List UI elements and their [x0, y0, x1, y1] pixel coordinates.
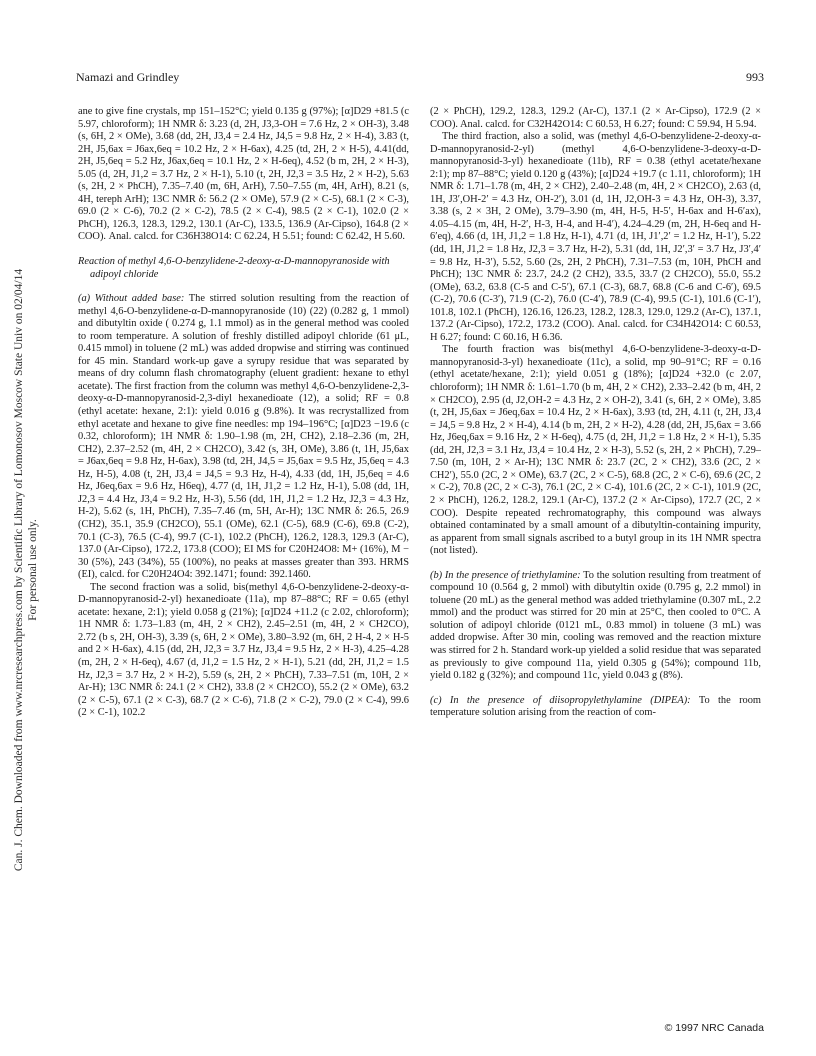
paragraph-dipea [430, 695, 761, 720]
subsection-label-b: (b) In the presence of triethylamine: [430, 569, 581, 581]
paragraph-second-fraction: The second fraction was a solid, bis(methyl 4,6-O-benzylidene-2-deoxy-α-D-mannopyranosid-2-yl) hexanedioate (11a), mp 87–88°C; RF = 0.65 (ethyl acetate: hexane, 2:1); yield 0.058 g (21%); [α]D24 +11.2 (c 2.02, chloroform); 1H NMR δ: 1.73–1.83 (m, 4H, 2 × CH2), 2.45–2.51 (m, 4H, 2 × CH2CO), 2.72 (b s, 2H, OH-3), 3.39 (s, 6H, 2 × OMe), 3.80–3.92 (m, 6H, 2 H-4, 2 × H-5 and 2 × H-6ax), 4.15 (dd, 2H, J2,3 = 3.7 Hz, J3,4 = 9.5 Hz, 2 × H-3), 4.25–4.28 (m, 2H, 2 × H-6eq), 4.67 (d, J1,2 = 1.5 Hz, 2 × H-1), 5.21 (dd, 2H, J1,2 = 1.5 Hz, J2,3 = 3.7 Hz, 2 × H-2), 5.59 (s, 2H, 2 × PhCH), 7.33–7.51 (m, 10H, 2 × Ar-H); 13C NMR δ: 24.1 (2 × CH2), 33.8 (2 × CH2CO), 55.2 (2 × OMe), 63.2 (2 × C-5), 67.1 (2 × C-3), 68.7 (2 × C-6), 71.8 (2 × C-2), 79.0 (2 × C-4), 99.6 (2 × C-1), 102.2 [78, 581, 409, 719]
paragraph-triethylamine [430, 570, 761, 683]
download-watermark [4, 140, 48, 1000]
watermark-line-2: For personal use only. [27, 519, 39, 621]
page-number: 993 [746, 70, 764, 84]
copyright-footer: © 1997 NRC Canada [664, 1022, 764, 1034]
running-header [76, 70, 764, 88]
watermark-line-1: Can. J. Chem. Downloaded from www.nrcresearchpress.com by Scientific Library of Lomonosov Moscow State Univ on 02/04/14 [13, 268, 25, 872]
running-header-authors: Namazi and Grindley [76, 70, 180, 84]
paragraph-without-base-text: The stirred solution resulting from the reaction of methyl 4,6-O-benzylidene-α-D-mannopyranoside (10) (22) (0.282 g, 1 mmol) and dibutyltin oxide ( 0.274 g, 1.1 mmol) as in the general method was cooled to room temperature. A solution of freshly distilled adipoyl chloride (61 μL, 0.415 mmol) in toluene (2 mL) was added dropwise and stirring was continued for 45 min. Standard work-up gave a syrupy residue that was separated by means of dry column flash chromatography (eluent gradient: hexane to ethyl acetate). The first fraction from the column was methyl 4,6-O-benzylidene-2,3-deoxy-α-D-mannopyranosid-2,3-diyl hexanedioate (12), a solid; RF = 0.8 (ethyl acetate: hexane, 2:1): yield 0.016 g (9.8%). It was recrystallized from ethyl acetate and hexane to give fine needles: mp 194–196°C; [α]D23 −19.6 (c 0.32, chloroform); 1H NMR δ: 1.90–1.98 (m, 2H, CH2), 2.18–2.36 (m, 2H, CH2), 2.37–2.52 (m, 4H, 2 × CH2CO), 3.42 (s, 3H, OMe), 3.86 (t, 1H, J5,6ax = J6ax,6eq = 9.8 Hz, H-6ax), 3.98 (td, 2H, J4,5 = J5,6ax = 9.5 Hz, J5,6eq = 4.3 Hz, H-5), 4.08 (t, 2H, J3,4 = J4,5 = 9.3 Hz, H-4), 4.33 (dd, 1H, J5,6eq = 4.6 Hz, J6eq,6ax = 9.6 Hz, H6eq), 4.77 (d, 1H, J1,2 = 1.2 Hz, H-1), 5.08 (dd, 1H, J2,3 = 4.4 Hz, J3,4 = 9.2 Hz, H-3), 5.56 (dd, 1H, J1,2 = 1.2 Hz, J2,3 = 4.3 Hz, H-2), 5.62 (s, 1H, PhCH), 7.35–7.46 (m, 5H, Ar-H); 13C NMR δ: 26.5, 26.9 (CH2), 35.1, 35.9 (CH2CO), 55.1 (OMe), 62.1 (C-5), 68.9 (C-6), 69.8 (C-2), 70.1 (C-3), 76.5 (C-4), 99.7 (C-1), 102.2 (PhCH), 126.2, 128.3, 129.3 (Ar-C), 137.0 (Ar-Cipso), 172.2, 173.8 (COO); EI MS for C20H24O8: M+ (16%), M − 30 (5%), 243 (34%), 55 (100%), no peaks at masses greater than 393. HRMS (EI), calcd. for C20H24O4: 392.1471; found: 392.1460. [78, 293, 409, 581]
right-column [430, 106, 761, 1026]
section-heading-adipoyl-reaction: Reaction of methyl 4,6-O-benzylidene-2-deoxy-α-D-mannopyranoside with adipoyl chloride [78, 256, 390, 280]
paragraph-third-fraction: The third fraction, also a solid, was (methyl 4,6-O-benzylidene-2-deoxy-α-D-mannopyranosid-2-yl) (methyl 4,6-O-benzylidene-3-deoxy-α-D-mannopyranosid-3-yl) hexanedioate (11b), RF = 0.38 (ethyl acetate/hexane 2:1); mp 87–88°C; yield 0.120 g (43%); [α]D24 +19.7 (c 1.11, chloroform); 1H NMR δ: 1.71–1.78 (m, 4H, 2 × CH2), 2.40–2.48 (m, 4H, 2 × CH2CO), 2.63 (d, 1H, J3′,OH-2′ = 4.3 Hz, OH-2′), 3.01 (d, 1H, J2,OH-3 = 4.3 Hz, OH-3), 3.37, 3.38 (s, 2 × 3H, 2 OMe), 3.79–3.90 (m, 4H, H-5, H-5′, H-6ax and H-6′ax), 4.05–4.15 (m, 4H, H-2′, H-3, H-4, and H-4′), 4.24–4.29 (m, 2H, H-6eq and H-6′eq), 4.66 (d, 1H, J1,2 = 1.8 Hz, H-1), 4.71 (d, 1H, J1′,2′ = 1.2 Hz, H-1′), 5.22 (dd, 1H, J1,2 = 1.8 Hz, J2,3 = 3.7 Hz, H-2), 5.31 (dd, 1H, J2′,3′ = 3.7 Hz, J3′,4′ = 9.8 Hz, H-3′), 5.52, 5.60 (2s, 2H, 2 PhCH), 7.31–7.53 (m, 10H, PhCH and PhCH); 13C NMR δ: 23.7, 24.2 (2 CH2), 33.5, 33.7 (2 CH2CO), 55.0, 55.2 (OMe), 63.2, 63.8 (C-5 and C-5′), 67.1 (C-3), 68.7, 68.8 (C-6 and C-6′), 69.5 (C-2), 70.6 (C-3′), 71.9 (C-2), 76.0 (C-4′), 78.9 (C-4), 99.5 (C-1), 101.6 (C-1′), 101.8, 102.1 (PhCH), 126.16, 126.23, 128.2, 128.3, 129.0, 129.2 (Ar-C), 137.1, 137.2 (Ar-Cipso), 172.2, 173.2 (COO). Anal. calcd. for C34H42O14: C 60.53, H 6.27; found: C 60.16, H 6.36. [430, 131, 761, 343]
paragraph-without-base [78, 293, 409, 582]
paragraph-dipea-text: To the room temperature solution arising from the reaction of com- [430, 694, 761, 719]
subsection-label-c: (c) In the presence of diisopropylethylamine (DIPEA): [430, 694, 691, 706]
left-column [78, 106, 409, 1026]
subsection-label-a: (a) Without added base: [78, 293, 185, 305]
paragraph-fourth-fraction: The fourth fraction was bis(methyl 4,6-O-benzylidene-3-deoxy-α-D-mannopyranosid-3-yl) hexanedioate (11c), a solid, mp 90–91°C; RF = 0.16 (ethyl acetate/hexane, 2:1); yield 0.051 g (18%); [α]D24 +32.0 (c 2.07, chloroform); 1H NMR δ: 1.61–1.70 (b m, 4H, 2 × CH2), 2.33–2.42 (b m, 4H, 2 × CH2CO), 2.95 (d, J2,OH-2 = 4.3 Hz, 2 × OH-2), 3.41 (s, 6H, 2 × OMe), 3.85 (t, 2H, J5,6ax = J6eq,6ax = 10.4 Hz, 2 × H-6ax), 3.93 (td, 2H, 4.11 (t, 2H, J3,4 = J4,5 = 9.8 Hz, 2 × H-4), 4.14 (b m, 2H, 2 × H-2), 4.28 (dd, 2H, J5,6ax = 3.66 Hz, J6eq,6ax = 9.16 Hz, 2 × H-6eq), 4.75 (d, 2H, J1,2 = 1.8 Hz, 2 × H-1), 5.35 (dd, 2H, J2,3 = 3.1 Hz, J3,4 = 10.4 Hz, 2 × H-3), 5.52 (s, 2H, 2 × PhCH), 7.29–7.50 (m, 10H, 2 × Ar-H); 13C NMR δ: 23.7 (2C, 2 × CH2), 33.6 (2C, 2 × CH2′), 55.0 (2C, 2 × OMe), 63.7 (2C, 2 × C-5), 68.8 (2C, 2 × C-6), 69.6 (2C, 2 × C-2), 70.8 (2C, 2 × C-3), 76.1 (2C, 2 × C-4), 101.6 (2C, 2 × C-1), 101.9 (2C, 2 × PhCH), 126.2, 128.2, 129.1 (Ar-C), 137.2 (2 × Ar-Cipso), 172.7 (2C, 2 × COO). Despite repeated rechromatography, this compound was always obtained contaminated by a small amount of a dibutyltin-containing impurity, as apparent from small signals ascribed to a butyl group in its 1H NMR spectra (not listed). [430, 344, 761, 557]
paragraph-second-fraction-cont: (2 × PhCH), 129.2, 128.3, 129.2 (Ar-C), 137.1 (2 × Ar-Cipso), 172.9 (2 × COO). Anal. calcd. for C32H42O14: C 60.53, H 6.27; found: C 59.94, H 5.94. [430, 106, 761, 130]
paragraph-terephthalate-data: ane to give fine crystals, mp 151–152°C; yield 0.135 g (97%); [α]D29 +81.5 (c 5.97, chloroform); 1H NMR δ: 3.23 (d, 2H, J3,3-OH = 7.6 Hz, 2 × OH-3), 3.48 (s, 6H, 2 × OMe), 3.68 (dd, 2H, J3,4 = 2.4 Hz, J4,5 = 9.8 Hz, 2 × H-4), 3.83 (t, 2H, J5,6ax = J6ax,6eq = 10.2 Hz, 2 × H-6ax), 4.25 (td, 2H, 2 × H-5), 4.41(dd, 2H, J5,6eq = 5.2 Hz, J6ax,6eq = 10.1 Hz, 2 × H-6eq), 4.52 (b m, 2H, 2 × H-3), 5.05 (d, 2H, J1,2 = 3.7 Hz, 2 × H-1), 5.10 (t, 2H, J2,3 = 3.5 Hz, 2 × H-2), 5.63 (s, 2H, 2 × PhCH), 7.35–7.40 (m, 6H, ArH), 7.50–7.55 (m, 4H, ArH), 8.21 (s, 4H, tereph ArH); 13C NMR δ: 56.2 (2 × OMe), 57.9 (2 × C-5), 68.1 (2 × C-3), 69.0 (2 × C-6), 70.2 (2 × C-2), 78.5 (2 × C-4), 98.5 (2 × C-1), 102.0 (2 × PhCH), 126.3, 128.3, 129.2, 130.1 (Ar-C), 133.5, 136.9 (Ar-Cipso), 164.8 (2 × COO). Anal. calcd. for C36H38O14: C 62.24, H 5.51; found: C 62.42, H 5.60. [78, 106, 409, 243]
paragraph-triethylamine-text: To the solution resulting from treatment of compound 10 (0.564 g, 2 mmol) with dibutyltin oxide (0.795 g, 2.2 mmol) in toluene (20 mL) as the general method was added triethylamine (0.307 mL, 2.2 mmol) and the product was stirred for 20 min at 25°C, then cooled to 0°C. A solution of adipoyl chloride (0121 mL, 0.83 mmol) in toluene (3 mL) was added dropwise. After 30 min, cooling was removed and the reaction mixture was stirred for 2 h. Standard work-up yielded a solid residue that was separated as previously to give compound 11a, yield 0.305 g (54%); compound 11b, yield 0.182 g (32%); and compound 11c, yield 0.043 g (8%). [430, 569, 761, 682]
